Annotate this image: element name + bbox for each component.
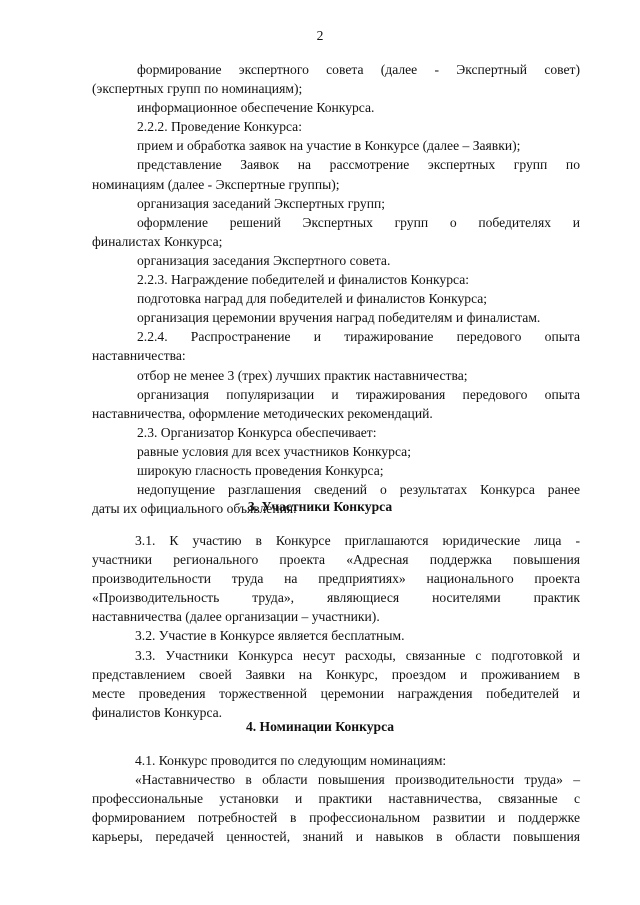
text-line: оформление решений Экспертных групп о победителях и xyxy=(137,214,580,230)
text-line: организация заседания Экспертного совета. xyxy=(137,252,391,268)
text-line: представление Заявок на рассмотрение экспертных групп по xyxy=(137,157,580,173)
section-4-body xyxy=(92,751,580,846)
text-line: финалистах Конкурса; xyxy=(92,233,223,249)
text-line: наставничества (далее организации – участники). xyxy=(92,609,380,625)
text-line: 3.2. Участие в Конкурсе является бесплатным. xyxy=(135,628,405,644)
text-line: отбор не менее 3 (трех) лучших практик наставничества; xyxy=(137,367,468,383)
text-line: подготовка наград для победителей и финалистов Конкурса; xyxy=(137,291,488,307)
text-line: участники регионального проекта «Адресная поддержка повышения xyxy=(92,552,580,568)
text-line: 4.1. Конкурс проводится по следующим номинациям: xyxy=(135,753,447,768)
text-line: недопущение разглашения сведений о результатах Конкурса ранее xyxy=(137,482,580,498)
text-line: равные условия для всех участников Конкурса; xyxy=(137,443,411,459)
text-line: производительности труда на предприятиях» национального проекта xyxy=(92,571,580,587)
text-line: 2.2.3. Награждение победителей и финалистов Конкурса: xyxy=(137,272,470,288)
text-line: 3.3. Участники Конкурса несут расходы, связанные с подготовкой и xyxy=(135,647,580,663)
section-3-heading: 3. Участники Конкурса xyxy=(247,499,393,514)
text-line: наставничества, оформление методических рекомендаций. xyxy=(92,405,433,421)
page-number: 2 xyxy=(316,28,324,43)
section-2-continuation xyxy=(92,60,580,518)
text-line: номинациям (далее - Экспертные группы); xyxy=(92,176,340,192)
text-line: формирование экспертного совета (далее - Экспертный совет) xyxy=(137,62,580,77)
text-line: (экспертных групп по номинациям); xyxy=(92,81,303,97)
text-line: 2.2.2. Проведение Конкурса: xyxy=(137,119,302,135)
text-line: 2.3. Организатор Конкурса обеспечивает: xyxy=(137,424,377,440)
text-line: 2.2.4. Распространение и тиражирование передового опыта xyxy=(137,329,580,345)
text-line: организация заседаний Экспертных групп; xyxy=(137,195,386,211)
text-line: наставничества: xyxy=(92,348,186,364)
text-line: финалистов Конкурса. xyxy=(92,704,223,720)
text-line: формированием потребностей в профессиональном развитии и поддержке xyxy=(92,810,580,826)
text-line: «Производительность труда», являющиеся носителями практик xyxy=(92,590,580,606)
text-line: карьеры, передачей ценностей, знаний и навыков в области повышения xyxy=(92,829,580,845)
text-line: 3.1. К участию в Конкурсе приглашаются юридические лица - xyxy=(135,533,580,548)
text-line: организация церемонии вручения наград победителям и финалистам. xyxy=(137,310,541,326)
text-line: профессиональные установки и практики наставничества, связанные с xyxy=(92,791,580,807)
text-line: организация популяризации и тиражирования передового опыта xyxy=(137,386,580,402)
text-line: информационное обеспечение Конкурса. xyxy=(137,100,375,116)
text-line: «Наставничество в области повышения производительности труда» – xyxy=(135,772,580,788)
text-line: прием и обработка заявок на участие в Конкурсе (далее – Заявки); xyxy=(137,138,521,154)
text-line: даты их официального объявления. xyxy=(92,501,297,517)
text-line: широкую гласность проведения Конкурса; xyxy=(137,462,384,478)
section-4-heading: 4. Номинации Конкурса xyxy=(245,719,395,734)
text-line: представлением своей Заявки на Конкурс, проездом и проживанием в xyxy=(92,666,580,682)
text-line: месте проведения торжественной церемонии награждения победителей и xyxy=(92,685,580,701)
section-3-body xyxy=(92,531,580,722)
